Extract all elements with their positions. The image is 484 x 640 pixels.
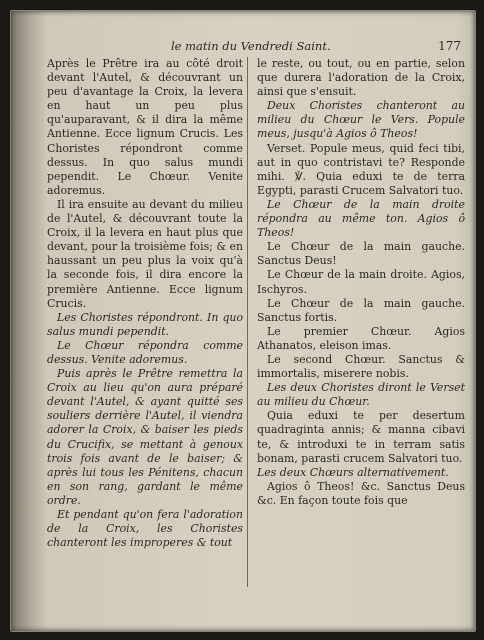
- paragraph: Les deux Choristes diront le Verset au milieu du Chœur.: [257, 381, 465, 409]
- paragraph: Agios ô Theos! &c. Sanctus Deus &c. En façon toute fois que: [257, 479, 465, 507]
- page-number: 177: [438, 39, 461, 53]
- page-header: [51, 39, 461, 53]
- paragraph: Verset. Popule meus, quid feci tibi, aut in quo contristavi te? Responde mihi. ℣. Quia eduxi te de terra Egypti, parasti Crucem Salvatori tuo.: [257, 141, 465, 197]
- paragraph: le reste, ou tout, ou en partie, selon que durera l'adoration de la Croix, ainsi que s'ensuit.: [257, 57, 465, 99]
- running-title: le matin du Vendredi Saint.: [171, 39, 331, 53]
- gutter-shadow: [11, 11, 47, 631]
- paragraph: Le second Chœur. Sanctus & immortalis, miserere nobis.: [257, 352, 465, 381]
- paragraph: Il ira ensuite au devant du milieu de l'Autel, & découvrant toute la Croix, il la levera en haut plus que devant, pour la troisième fois; & en haussant un peu plus la voix qu'à la seconde fois, il dira encore la première Antienne. Ecce lignum Crucis.: [47, 197, 243, 310]
- paragraph: Les Choristes répondront. In quo salus mundi pependit.: [47, 310, 243, 338]
- paragraph: Deux Choristes chanteront au milieu du Chœur le Vers. Popule meus, jusqu'à Agios ô Theos!: [257, 99, 465, 141]
- paragraph: Le Chœur de la main droite. Agios, Ischyros.: [257, 268, 465, 296]
- paragraph: Après le Prêtre ira au côté droit devant l'Autel, & découvrant un peu d'avantage la Croix, la levera en haut un peu plus qu'auparavant, & il dira la même Antienne. Ecce lignum Crucis. Les Choristes répondront comme dessus. In quo salus mundi pependit. Le Chœur. Venite adoremus.: [47, 57, 243, 197]
- column-divider: [247, 57, 248, 587]
- paragraph: Le Chœur répondra comme dessus. Venite adoremus.: [47, 338, 243, 366]
- book-page: [10, 10, 476, 632]
- paragraph: Et pendant qu'on fera l'adoration de la Croix, les Choristes chanteront les improperes & tout: [47, 508, 243, 550]
- paragraph: Puis après le Prêtre remettra la Croix au lieu qu'on aura préparé devant l'Autel, & ayant quitté ses souliers derrière l'Autel, il viendra adorer la Croix, & baiser les pieds du Crucifix, se mettant à genoux trois fois avant de le baiser; & après lui tous les Pénitens, chacun en son rang, gardant le même ordre.: [47, 367, 243, 507]
- left-column: [47, 57, 243, 550]
- paragraph: Le premier Chœur. Agios Athanatos, eleison imas.: [257, 324, 465, 352]
- paragraph: Le Chœur de la main gauche. Sanctus fortis.: [257, 296, 465, 324]
- paragraph: Le Chœur de la main droite répondra au même ton. Agios ô Theos!: [257, 197, 465, 240]
- paragraph: Quia eduxi te per desertum quadraginta annis; & manna cibavi te, & introduxi te in terram satis bonam, parasti crucem Salvatori tuo.: [257, 409, 465, 465]
- paragraph: Les deux Chœurs alternativement.: [257, 465, 449, 479]
- paragraph: Le Chœur de la main gauche. Sanctus Deus!: [257, 240, 465, 268]
- right-column: [257, 57, 465, 508]
